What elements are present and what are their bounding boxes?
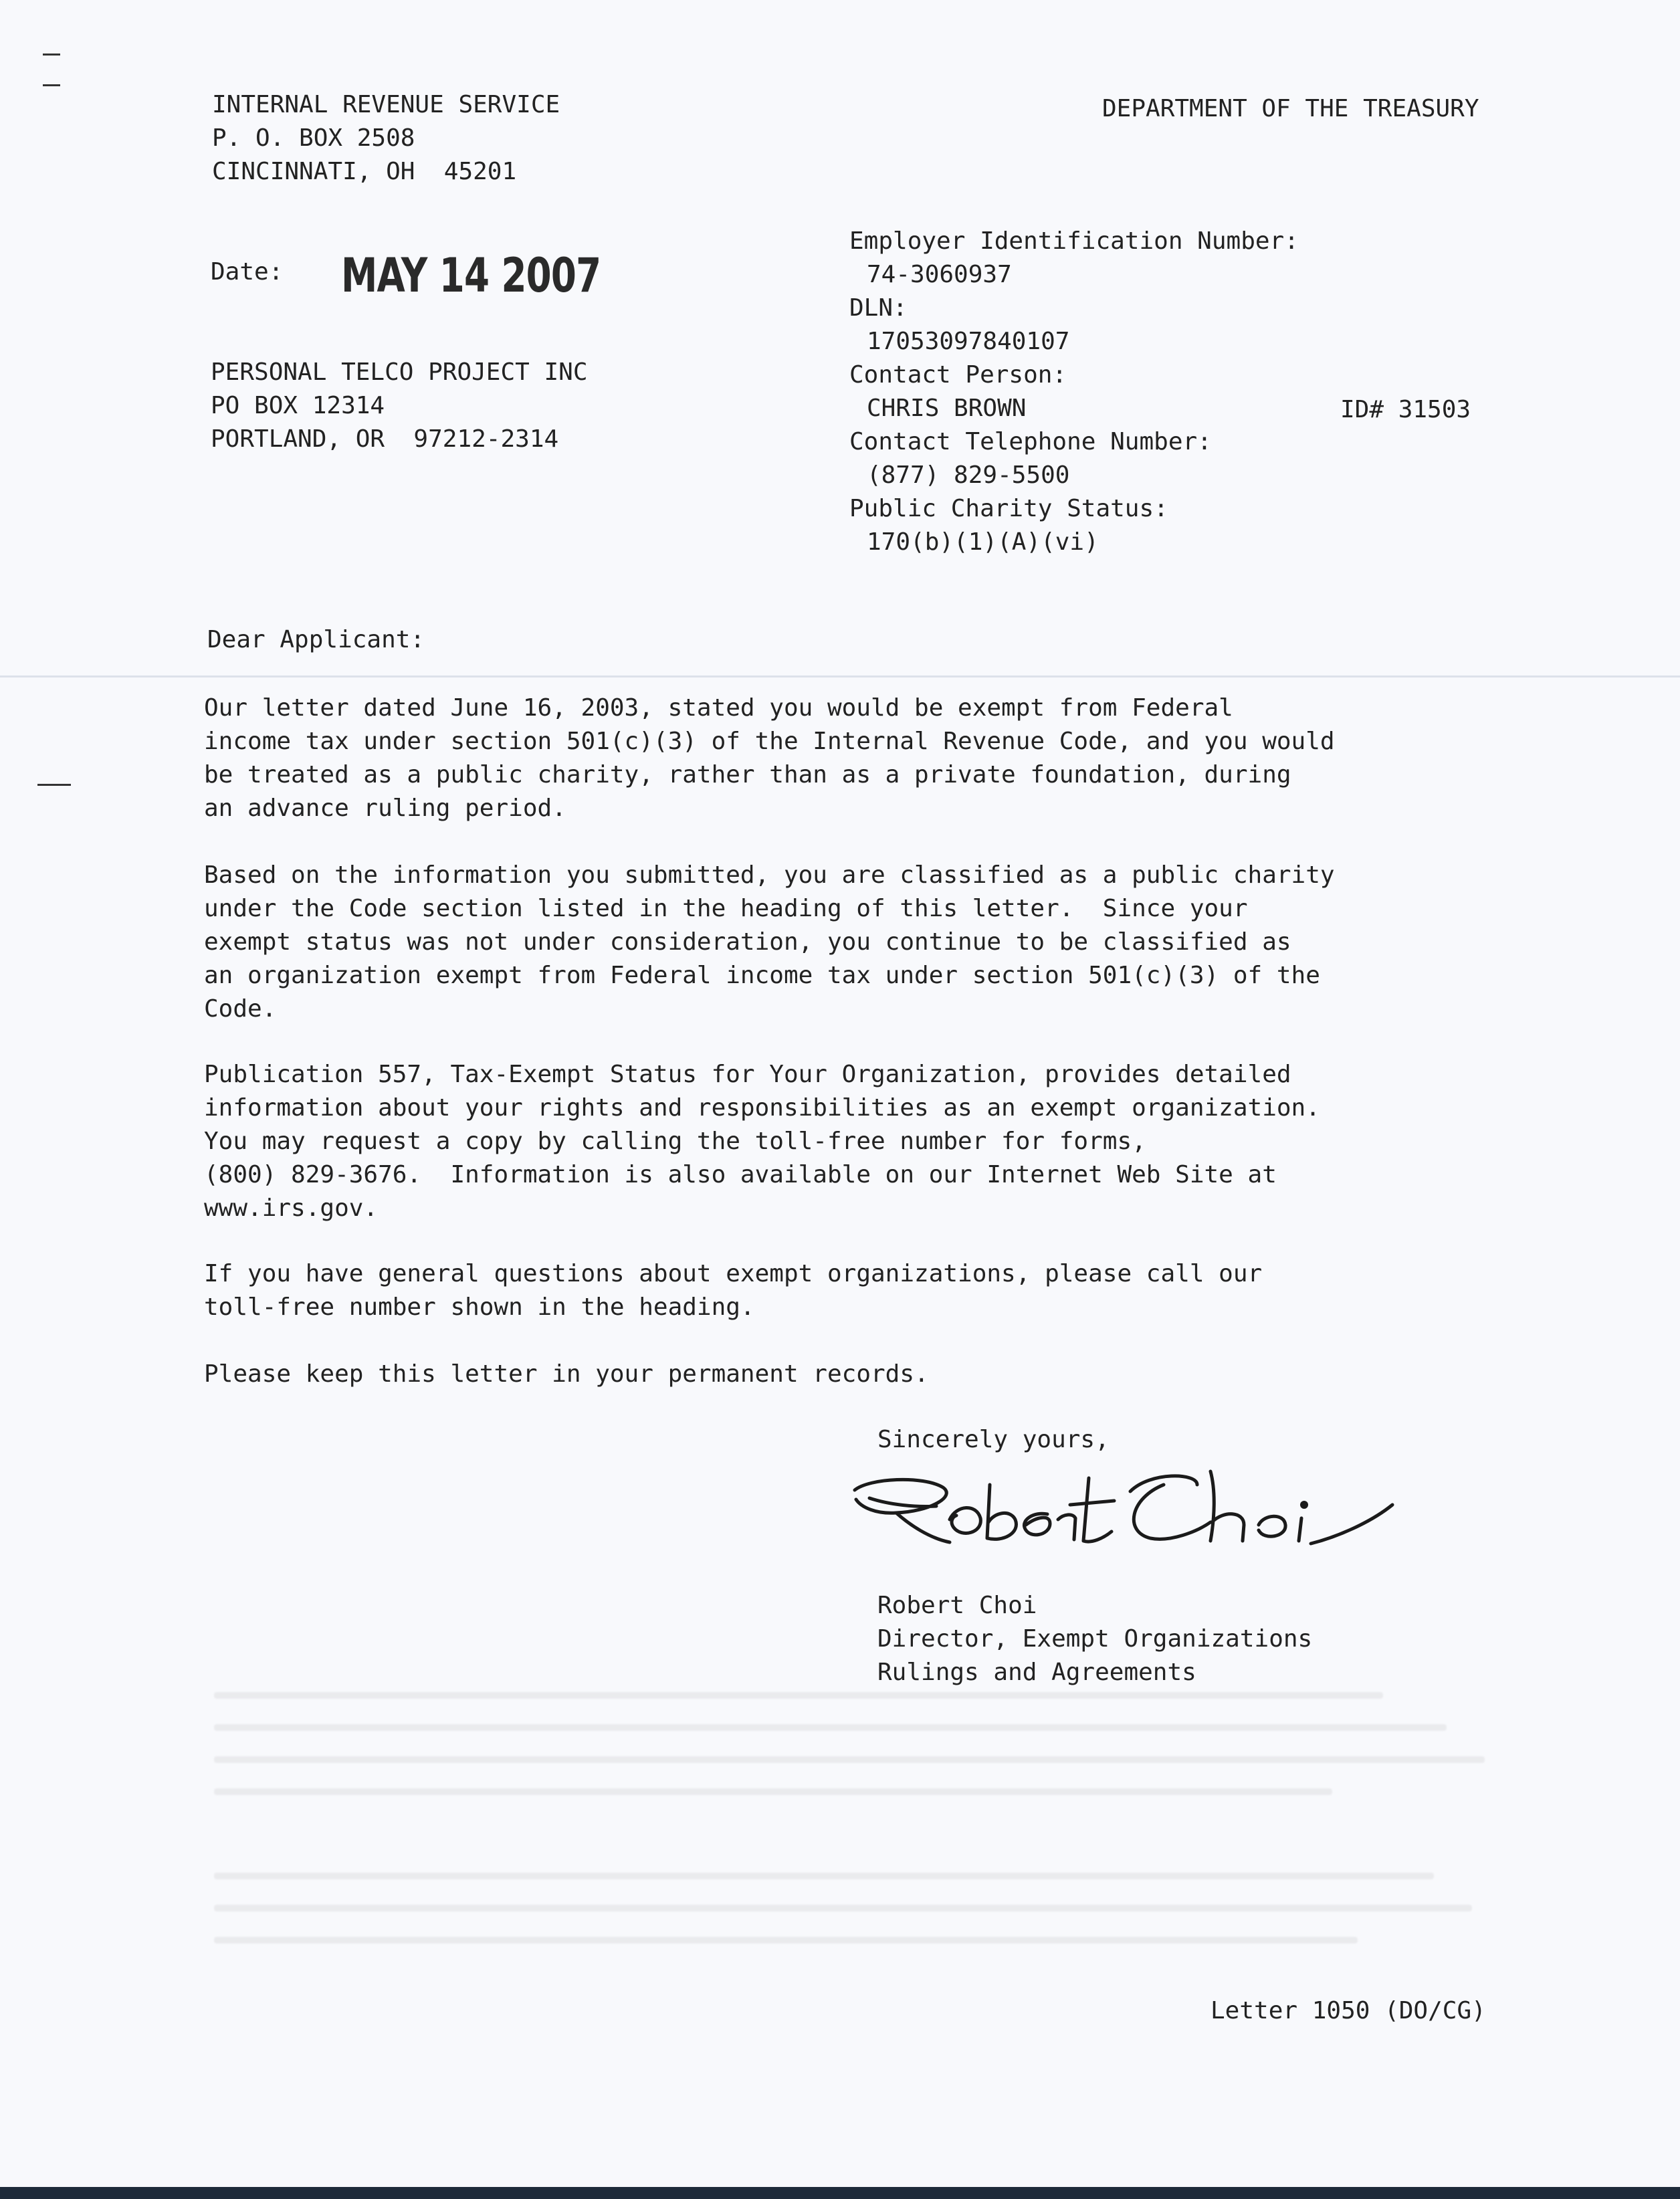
fold-line [0, 675, 1680, 677]
status-value: 170(b)(1)(A)(vi) [867, 528, 1099, 556]
signer-title: Director, Exempt Organizations [877, 1625, 1313, 1653]
date-label: Date: [211, 258, 284, 286]
dln-value: 17053097840107 [867, 328, 1070, 355]
bleed-through [214, 1692, 1485, 1960]
status-label: Public Charity Status: [849, 495, 1168, 522]
margin-mark [43, 54, 60, 56]
paragraph-line: Please keep this letter in your permanent records. [204, 1360, 929, 1388]
paragraph-line: income tax under section 501(c)(3) of the Internal Revenue Code, and you would [204, 728, 1335, 755]
dln-label: DLN: [849, 294, 908, 322]
ein-label: Employer Identification Number: [849, 227, 1299, 255]
sender-address-line2: CINCINNATI, OH 45201 [212, 158, 517, 185]
sender-address-line1: P. O. BOX 2508 [212, 124, 415, 152]
paragraph-line: under the Code section listed in the heading of this letter. Since your [204, 895, 1248, 922]
sender-name: INTERNAL REVENUE SERVICE [212, 91, 560, 118]
paragraph-line: Publication 557, Tax-Exempt Status for Your Organization, provides detailed [204, 1061, 1291, 1088]
ein-value: 74-3060937 [867, 261, 1012, 288]
signer-block [877, 1589, 1312, 1689]
paragraph-line: Based on the information you submitted, you are classified as a public charity [204, 861, 1335, 889]
paragraph-line: Our letter dated June 16, 2003, stated you would be exempt from Federal [204, 694, 1233, 722]
paragraph-line: Code. [204, 995, 277, 1023]
sender-address [212, 88, 560, 189]
paragraph-line: exempt status was not under consideration, you continue to be classified as [204, 928, 1291, 956]
paragraph-line: toll-free number shown in the heading. [204, 1293, 755, 1321]
phone-label: Contact Telephone Number: [849, 428, 1212, 455]
recipient-name: PERSONAL TELCO PROJECT INC [211, 358, 588, 386]
body-paragraph-2 [204, 859, 1542, 1026]
body-paragraph-5 [204, 1358, 1542, 1391]
scan-edge [0, 2187, 1680, 2199]
letter-form-number: Letter 1050 (DO/CG) [1211, 1997, 1486, 2024]
body-paragraph-4 [204, 1257, 1542, 1324]
margin-mark [43, 84, 60, 86]
paragraph-line: You may request a copy by calling the toll-free number for forms, [204, 1128, 1146, 1155]
paragraph-line: (800) 829-3676. Information is also available on our Internet Web Site at [204, 1161, 1277, 1188]
body-paragraph-3 [204, 1058, 1542, 1225]
margin-mark [37, 784, 71, 786]
contact-id: ID# 31503 [1340, 396, 1471, 423]
body-paragraph-1 [204, 692, 1542, 825]
signer-department: Rulings and Agreements [877, 1659, 1196, 1686]
paragraph-line: an organization exempt from Federal income tax under section 501(c)(3) of the [204, 962, 1320, 989]
recipient-address-line2: PORTLAND, OR 97212-2314 [211, 425, 559, 453]
signer-name: Robert Choi [877, 1592, 1037, 1619]
contact-value: CHRIS BROWN [867, 395, 1027, 422]
signature-image [849, 1458, 1398, 1565]
recipient-address-line1: PO BOX 12314 [211, 392, 385, 419]
paragraph-line: If you have general questions about exempt organizations, please call our [204, 1260, 1263, 1287]
contact-label: Contact Person: [849, 361, 1067, 389]
date-stamp: MAY 14 2007 [341, 248, 601, 303]
paragraph-line: be treated as a public charity, rather than as a private foundation, during [204, 761, 1291, 789]
closing: Sincerely yours, [877, 1426, 1110, 1453]
paragraph-line: information about your rights and responsibilities as an exempt organization. [204, 1094, 1320, 1122]
phone-value: (877) 829-5500 [867, 461, 1070, 489]
salutation: Dear Applicant: [207, 626, 425, 653]
department-heading: DEPARTMENT OF THE TREASURY [1102, 95, 1479, 122]
paragraph-line: www.irs.gov. [204, 1194, 379, 1222]
recipient-address [211, 356, 588, 456]
reference-info [849, 225, 1299, 559]
paragraph-line: an advance ruling period. [204, 795, 566, 822]
